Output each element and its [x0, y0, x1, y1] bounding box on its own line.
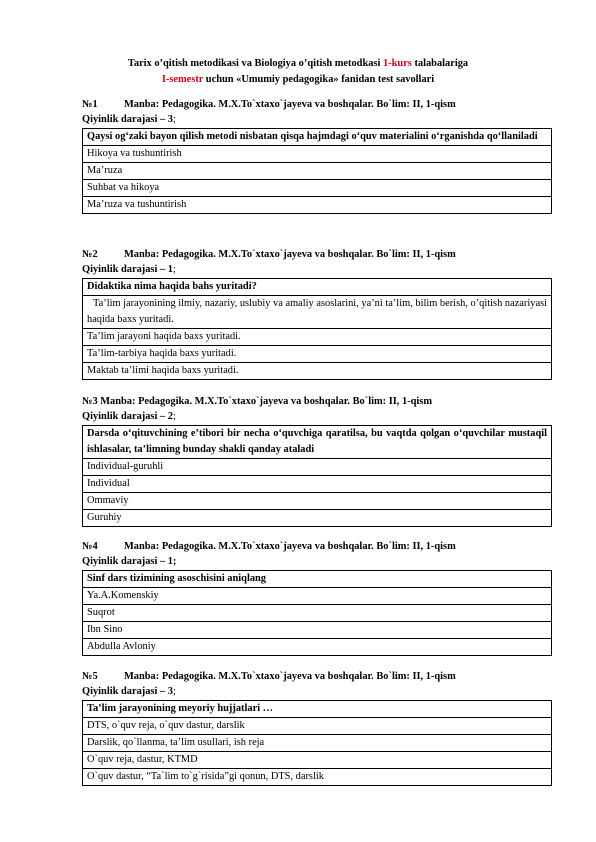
difficulty-level: Qiyinlik darajasi – 3;: [82, 114, 176, 125]
answer-option: O`quv reja, dastur, KTMD: [83, 752, 552, 769]
question-source: №3 Manba: Pedagogika. M.X.To`xtaxo`jayeva va boshqalar. Bo`lim: II, 1-qism: [82, 396, 432, 407]
difficulty-level: Qiyinlik darajasi – 1;: [82, 264, 176, 275]
question-block-3: [82, 394, 552, 527]
question-block-4: [82, 539, 552, 656]
answer-option: Guruhiy: [83, 510, 552, 527]
question-source: №1 Manba: Pedagogika. M.X.To`xtaxo`jayeva va boshqalar. Bo`lim: II, 1-qism: [82, 99, 456, 110]
question-table: [82, 278, 552, 380]
answer-option: Abdulla Avloniy: [83, 639, 552, 656]
answer-option: Ta’lim-tarbiya haqida baxs yuritadi.: [83, 346, 552, 363]
question-number: №3: [82, 396, 98, 407]
question-source: №4 Manba: Pedagogika. M.X.To`xtaxo`jayeva va boshqalar. Bo`lim: II, 1-qism: [82, 541, 456, 552]
title-line-1: Tarix o’qitish metodikasi va Biologiya o’qitish metodkasi 1-kurs talabalariga: [127, 58, 469, 69]
answer-option: Suhbat va hikoya: [83, 180, 552, 197]
question-table: [82, 128, 552, 214]
answer-option: Ta’lim jarayonining ilmiy, nazariy, uslubiy va amaliy asoslarini, ya’ni ta’lim, bilim berish, o’qitish nazariyasi haqida baxs yuritadi.: [83, 296, 552, 329]
answer-option: Ommaviy: [83, 493, 552, 510]
question-block-2: [82, 247, 552, 380]
difficulty-level: Qiyinlik darajasi – 2;: [82, 411, 176, 422]
title-line-2: I-semestr uchun «Umumiy pedagogika» fanidan test savollari: [161, 74, 435, 85]
question-source: №5 Manba: Pedagogika. M.X.To`xtaxo`jayeva va boshqalar. Bo`lim: II, 1-qism: [82, 671, 456, 682]
difficulty-level: Qiyinlik darajasi – 1;: [82, 556, 177, 567]
question-number: №1: [82, 99, 98, 110]
answer-option: Maktab ta’limi haqida baxs yuritadi.: [83, 363, 552, 380]
question-source: №2 Manba: Pedagogika. M.X.To`xtaxo`jayeva va boshqalar. Bo`lim: II, 1-qism: [82, 249, 456, 260]
question-text: Ta’lim jarayonining meyoriy hujjatlari …: [83, 701, 552, 718]
question-table: [82, 700, 552, 786]
answer-option: Ma’ruza: [83, 163, 552, 180]
question-number: №2: [82, 249, 98, 260]
answer-option: Hikoya va tushuntirish: [83, 146, 552, 163]
question-text: Sinf dars tizimining asoschisini aniqlang: [83, 571, 552, 588]
answer-option: Individual: [83, 476, 552, 493]
answer-option: Individual-guruhli: [83, 459, 552, 476]
question-text: Didaktika nima haqida bahs yuritadi?: [83, 279, 552, 296]
question-text: Darsda o‘qituvchining e’tibori bir necha o‘quvchiga qaratilsa, bu vaqtda qolgan o‘quvchilar mustaqil ishlasalar, ta’limning bunday shakli qanday ataladi: [83, 426, 552, 459]
difficulty-level: Qiyinlik darajasi – 3;: [82, 686, 176, 697]
course-highlight: 1-kurs: [382, 58, 412, 69]
question-text: Qaysi og‘zaki bayon qilish metodi nisbatan qisqa hajmdagi o‘quv materialini o‘rganishda qo‘llaniladi: [83, 129, 552, 146]
answer-option: Darslik, qo`llanma, ta’lim usullari, ish reja: [83, 735, 552, 752]
question-block-1: [82, 97, 552, 214]
answer-option: Suqrot: [83, 605, 552, 622]
question-table: [82, 570, 552, 656]
answer-option: DTS, o`quv reja, o`quv dastur, darslik: [83, 718, 552, 735]
question-number: №5: [82, 671, 98, 682]
answer-option: Ibn Sino: [83, 622, 552, 639]
answer-option: Ta’lim jarayoni haqida baxs yuritadi.: [83, 329, 552, 346]
question-number: №4: [82, 541, 98, 552]
question-table: [82, 425, 552, 527]
document-title: [40, 56, 556, 88]
answer-option: Ma’ruza va tushuntirish: [83, 197, 552, 214]
question-block-5: [82, 669, 552, 786]
semester-highlight: I-semestr: [161, 74, 204, 85]
answer-option: Ya.A.Komenskiy: [83, 588, 552, 605]
answer-option: O`quv dastur, “Ta`lim to`g`risida”gi qonun, DTS, darslik: [83, 769, 552, 786]
